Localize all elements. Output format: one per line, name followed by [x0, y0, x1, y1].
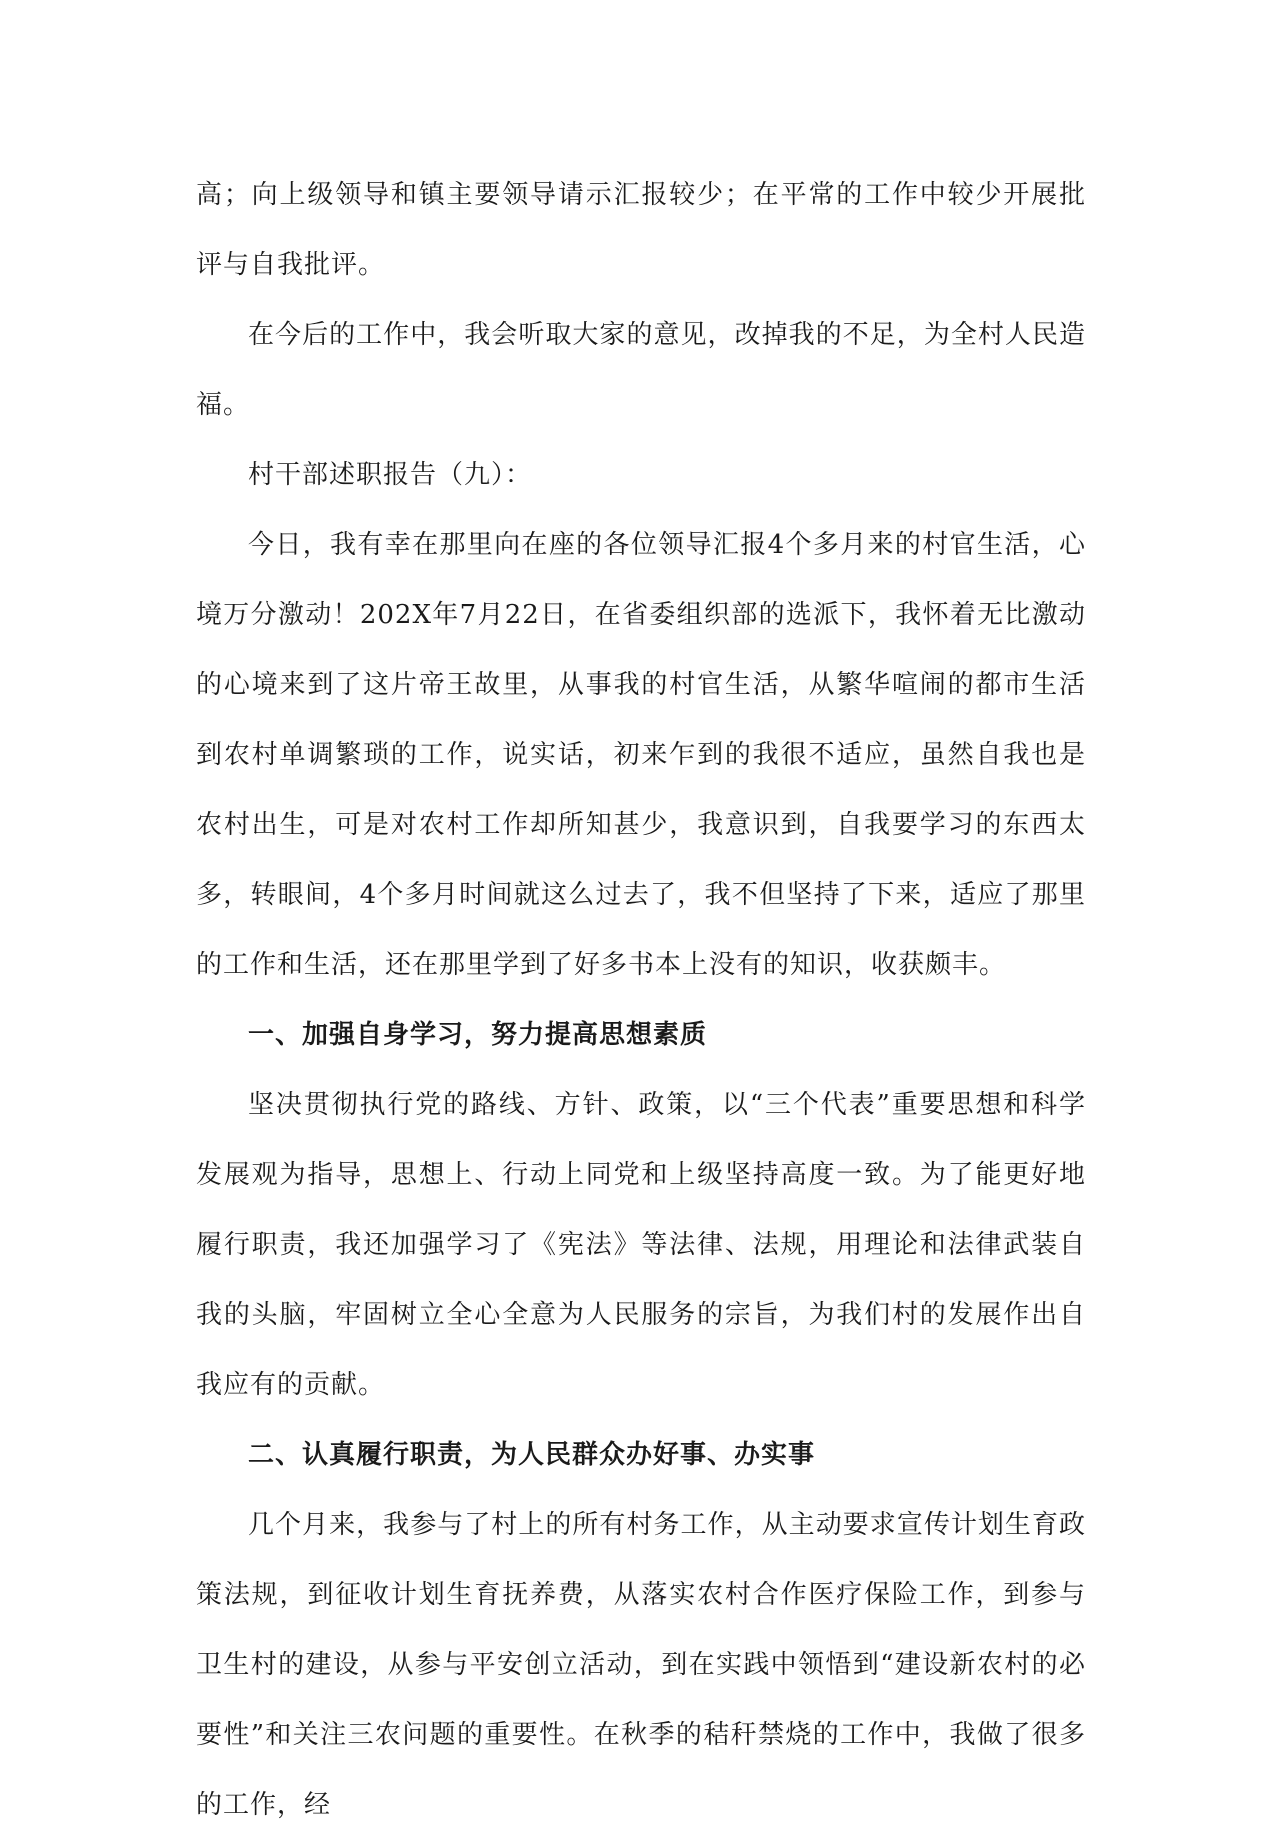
- paragraph-section-1: 坚决贯彻执行党的路线、方针、政策，以“三个代表”重要思想和科学发展观为指导，思想上、行动上同党和上级坚持高度一致。为了能更好地履行职责，我还加强学习了《宪法》等法律、法规，用理论和法律武装自我的头脑，牢固树立全心全意为人民服务的宗旨，为我们村的发展作出自我应有的贡献。: [196, 1090, 1086, 1400]
- section-heading-1: 一、加强自身学习，努力提高思想素质: [248, 1020, 708, 1050]
- paragraph-continuation: 高；向上级领导和镇主要领导请示汇报较少；在平常的工作中较少开展批评与自我批评。: [196, 180, 1086, 280]
- section-heading-2: 二、认真履行职责，为人民群众办好事、办实事: [248, 1440, 816, 1470]
- paragraph-closing: 在今后的工作中，我会听取大家的意见，改掉我的不足，为全村人民造福。: [196, 320, 1086, 420]
- report-title: 村干部述职报告（九）：: [248, 460, 533, 490]
- paragraph-intro: 今日，我有幸在那里向在座的各位领导汇报4个多月来的村官生活，心境万分激动！202X年7月22日，在省委组织部的选派下，我怀着无比激动的心境来到了这片帝王故里，从事我的村官生活，从繁华喧闹的都市生活到农村单调繁琐的工作，说实话，初来乍到的我很不适应，虽然自我也是农村出生，可是对农村工作却所知甚少，我意识到，自我要学习的东西太多，转眼间，4个多月时间就这么过去了，我不但坚持了下来，适应了那里的工作和生活，还在那里学到了好多书本上没有的知识，收获颇丰。: [196, 530, 1086, 980]
- paragraph-section-2: 几个月来，我参与了村上的所有村务工作，从主动要求宣传计划生育政策法规，到征收计划生育抚养费，从落实农村合作医疗保险工作，到参与卫生村的建设，从参与平安创立活动，到在实践中领悟到“建设新农村的必要性”和关注三农问题的重要性。在秋季的秸秆禁烧的工作中，我做了很多的工作，经: [196, 1510, 1086, 1820]
- document-body: [196, 160, 1086, 1840]
